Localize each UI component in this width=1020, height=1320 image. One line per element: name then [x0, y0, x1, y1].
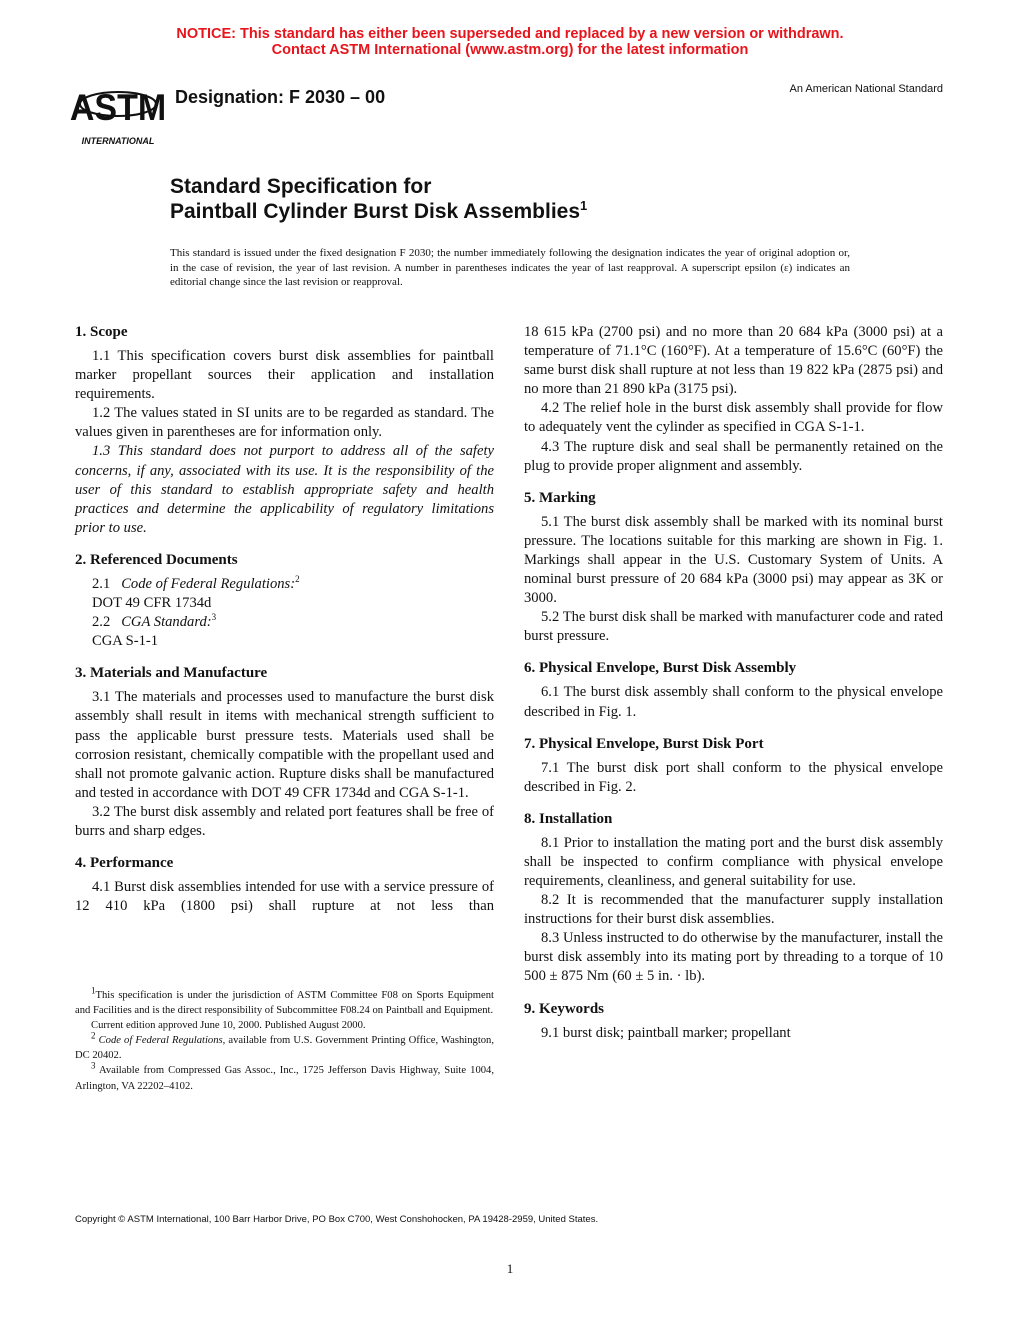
section-heading: 5. Marking [524, 489, 596, 506]
paragraph: 8.2 It is recommended that the manufacturer supply installation instructions for their burst disk assemblies. [524, 892, 943, 928]
copyright: Copyright © ASTM International, 100 Barr Harbor Drive, PO Box C700, West Conshohocken, PA 19428-2959, United States. [75, 1214, 599, 1225]
footnote-number: 2 [91, 1030, 96, 1041]
document-title [170, 174, 587, 224]
footnote [75, 1060, 494, 1093]
notice-line: Contact ASTM International (www.astm.org) for the latest information [271, 42, 749, 58]
footnote-number: 1 [91, 985, 96, 996]
notice-line: NOTICE: This standard has either been superseded and replaced by a new version or withdrawn. [176, 26, 844, 42]
paragraph: 4.2 The relief hole in the burst disk assembly shall provide for flow to adequately vent the cylinder as specified in CGA S-1-1. [524, 400, 943, 436]
left-column [75, 323, 494, 916]
paragraph: 18 615 kPa (2700 psi) and no more than 20 684 kPa (3000 psi) at a temperature of 71.1°C (160°F). At a temperature of 15.6°C (60°F) the same burst disk shall rupture at not less than 19 822 kPa (2875 psi) and no more than 21 890 kPa (3175 psi). [524, 324, 943, 398]
paragraph: 4.3 The rupture disk and seal shall be permanently retained on the plug to provide proper alignment and assembly. [524, 438, 943, 474]
footnote-title: Code of Federal Regulations, [98, 1035, 226, 1047]
ref-number: 2.1 [92, 575, 111, 592]
section-heading: 8. Installation [524, 810, 613, 827]
title-line: Paintball Cylinder Burst Disk Assemblies [170, 200, 581, 223]
paragraph: 3.2 The burst disk assembly and related port features shall be free of burrs and sharp edges. [75, 803, 494, 839]
paragraph: 1.1 This specification covers burst disk assemblies for paintball marker propellant sources their application and installation requirements. [75, 348, 494, 403]
ref-title: Code of Federal Regulations: [121, 575, 296, 592]
footnote-text: Available from Compressed Gas Assoc., Inc., 1725 Jefferson Davis Highway, Suite 1004, Arlington, VA 22202–4102. [75, 1065, 494, 1092]
title-line: Standard Specification for [170, 175, 432, 198]
reference [75, 613, 494, 632]
ref-title: CGA Standard: [121, 614, 212, 631]
paragraph: 8.1 Prior to installation the mating port and the burst disk assembly shall be inspected to confirm compliance with physical envelope requirements, cleanliness, and general suitability for use. [524, 834, 943, 889]
american-national-standard: An American National Standard [789, 83, 943, 95]
footnote-ref: 1 [580, 198, 588, 213]
footnotes [75, 985, 495, 1094]
paragraph: 4.1 Burst disk assemblies intended for use with a service pressure of 12 410 kPa (1800 psi) shall rupture at not less than [75, 879, 494, 915]
paragraph: 3.1 The materials and processes used to manufacture the burst disk assembly shall result in items with mechanical strength sufficient to pass the applicable burst pressure tests. Materials used shall be corrosion resistant, chemically compatible with the propellant used and shall not promote galvanic action. Rupture disks shall be manufactured and tested in accordance with DOT 49 CFR 1734d and CGA S-1-1. [75, 689, 494, 801]
paragraph: 1.3 This standard does not purport to address all of the safety concerns, if any, associated with its use. It is the responsibility of the user of this standard to establish appropriate safety and health practices and determine the applicability of regulatory limitations prior to use. [75, 443, 494, 536]
section-heading: 2. Referenced Documents [75, 551, 238, 568]
page-number: 1 [506, 1261, 514, 1276]
section-heading: 9. Keywords [524, 1000, 604, 1017]
ref-number: 2.2 [92, 614, 111, 631]
footnote-ref: 2 [295, 574, 300, 585]
footnote: Current edition approved June 10, 2000. Published August 2000. [91, 1020, 366, 1032]
paragraph: 5.1 The burst disk assembly shall be marked with its nominal burst pressure. The locations suitable for this marking are shown in Fig. 1. Markings shall appear in the U.S. Customary System of Units. A nominal burst pressure of 20 684 kPa (3000 psi) may appear as 3K or 3000. [524, 513, 943, 607]
footnote-number: 3 [91, 1060, 96, 1071]
footnote-text: This specification is under the jurisdiction of ASTM Committee F08 on Sports Equipment and Facilities and is the direct responsibility of Subcommittee F08.24 on Paintball and Equipment. [75, 990, 494, 1017]
paragraph: 1.2 The values stated in SI units are to be regarded as standard. The values given in parentheses are for information only. [75, 405, 494, 441]
svg-text:INTERNATIONAL: INTERNATIONAL [81, 136, 155, 146]
footnote-text: available from U.S. Government Printing Office, Washington, DC 20402. [75, 1035, 495, 1062]
right-column [524, 323, 943, 1043]
paragraph: 9.1 burst disk; paintball marker; propellant [541, 1024, 791, 1041]
footnote [75, 1030, 495, 1063]
footnote [75, 985, 494, 1018]
section-heading: 4. Performance [75, 855, 174, 872]
designation: Designation: F 2030 – 00 [175, 87, 386, 107]
paragraph: 5.2 The burst disk shall be marked with manufacturer code and rated burst pressure. [524, 609, 943, 645]
paragraph: 7.1 The burst disk port shall conform to the physical envelope described in Fig. 2. [524, 759, 943, 795]
paragraph: 8.3 Unless instructed to do otherwise by the manufacturer, install the burst disk assembly into its mating port by threading to a torque of 10 500 ± 875 Nm (60 ± 5 in. · lb). [524, 930, 943, 985]
intro-paragraph: This standard is issued under the fixed designation F 2030; the number immediately following the designation indicates the year of original adoption or, in the case of revision, the year of last revision. A number in parentheses indicates the year of last reapproval. A superscript epsilon (ε) indicates an editorial change since the last revision or reapproval. [170, 247, 850, 289]
reference [75, 575, 494, 594]
reference-item: DOT 49 CFR 1734d [92, 595, 212, 612]
reference-item: CGA S-1-1 [92, 633, 159, 650]
astm-logo [69, 76, 167, 148]
section-heading: 7. Physical Envelope, Burst Disk Port [524, 735, 764, 752]
section-heading: 3. Materials and Manufacture [75, 665, 268, 682]
supersede-notice [0, 26, 1020, 58]
footnote-ref: 3 [211, 612, 217, 623]
paragraph: 6.1 The burst disk assembly shall conform to the physical envelope described in Fig. 1. [524, 684, 943, 720]
svg-text:ASTM: ASTM [69, 86, 167, 129]
section-heading: 6. Physical Envelope, Burst Disk Assembly [524, 660, 797, 677]
section-heading: 1. Scope [75, 324, 128, 340]
